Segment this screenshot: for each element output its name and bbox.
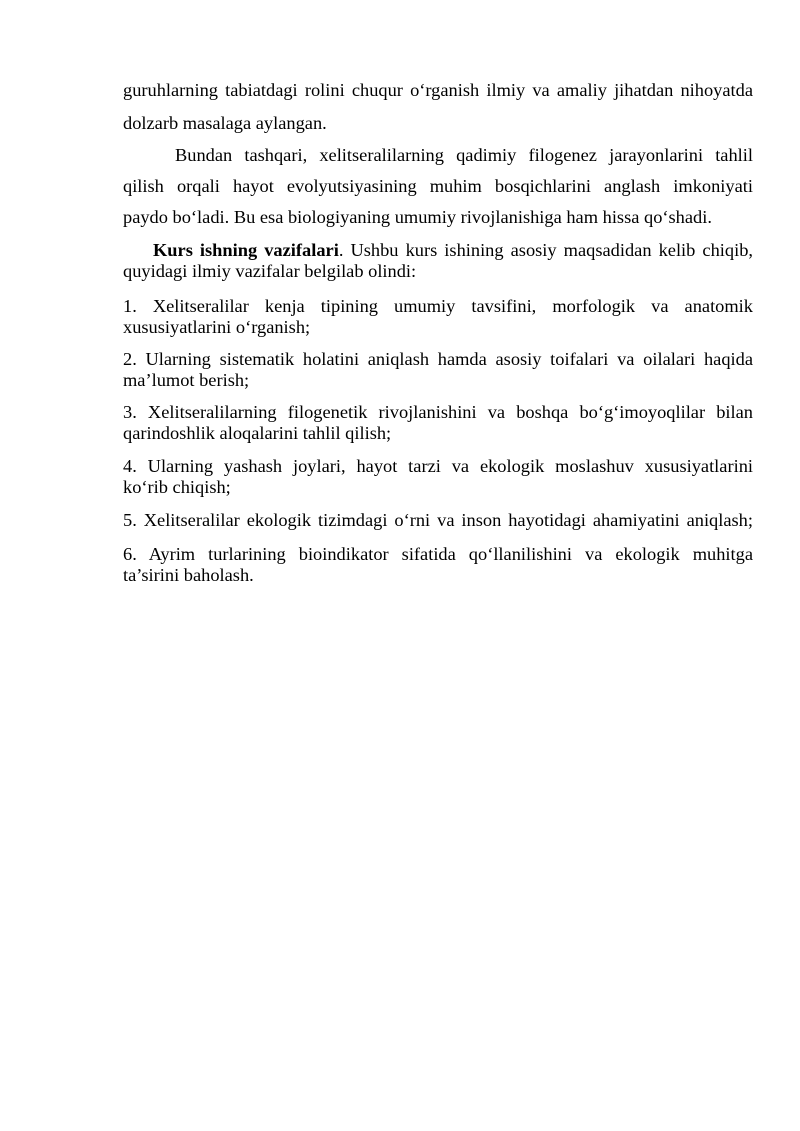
tasks-heading: Kurs ishning vazifalari <box>153 240 339 260</box>
list-item <box>123 296 753 338</box>
list-item-line: 6. Ayrim turlarining bioindikator sifatida qo‘llanilishini va ekologik muhitga <box>123 544 753 564</box>
list-item-line: ta’sirini baholash. <box>123 565 254 585</box>
list-item-line: ko‘rib chiqish; <box>123 477 231 497</box>
list-item <box>123 544 753 586</box>
list-item-line: 3. Xelitseralilarning filogenetik rivojlanishini va boshqa bo‘g‘imoyoqlilar bilan <box>123 402 753 422</box>
paragraph-line: guruhlarning tabiatdagi rolini chuqur o‘rganish ilmiy va amaliy jihatdan nihoyatda <box>123 80 753 100</box>
paragraph-line: paydo bo‘ladi. Bu esa biologiyaning umumiy rivojlanishiga ham hissa qo‘shadi. <box>123 207 712 227</box>
tasks-intro-line <box>123 240 753 261</box>
list-item <box>123 402 753 444</box>
list-item <box>123 510 753 531</box>
paragraph-line: Bundan tashqari, xelitseralilarning qadimiy filogenez jarayonlarini tahlil <box>175 145 753 165</box>
list-item-line: xususiyatlarini o‘rganish; <box>123 317 311 337</box>
paragraph-line: quyidagi ilmiy vazifalar belgilab olindi: <box>123 261 417 281</box>
paragraph-phylogeny <box>123 140 753 233</box>
list-item-line: 1. Xelitseralilar kenja tipining umumiy tavsifini, morfologik va anatomik <box>123 296 753 316</box>
list-item <box>123 349 753 391</box>
paragraph-line: qilish orqali hayot evolyutsiyasining muhim bosqichlarini anglash imkoniyati <box>123 176 753 196</box>
list-item-line: 5. Xelitseralilar ekologik tizimdagi o‘rni va inson hayotidagi ahamiyatini aniqlash; <box>123 510 753 530</box>
list-item-line: 4. Ularning yashash joylari, hayot tarzi va ekologik moslashuv xususiyatlarini <box>123 456 753 476</box>
list-item-line: ma’lumot berish; <box>123 370 250 390</box>
paragraph-line: dolzarb masalaga aylangan. <box>123 113 327 133</box>
tasks-intro-text: . Ushbu kurs ishining asosiy maqsadidan kelib chiqib, <box>338 240 753 260</box>
list-item-line: qarindoshlik aloqalarini tahlil qilish; <box>123 423 392 443</box>
paragraph-continuation <box>123 74 753 140</box>
tasks-intro <box>123 240 753 282</box>
list-item <box>123 456 753 498</box>
list-item-line: 2. Ularning sistematik holatini aniqlash hamda asosiy toifalari va oilalari haqida <box>123 349 753 369</box>
